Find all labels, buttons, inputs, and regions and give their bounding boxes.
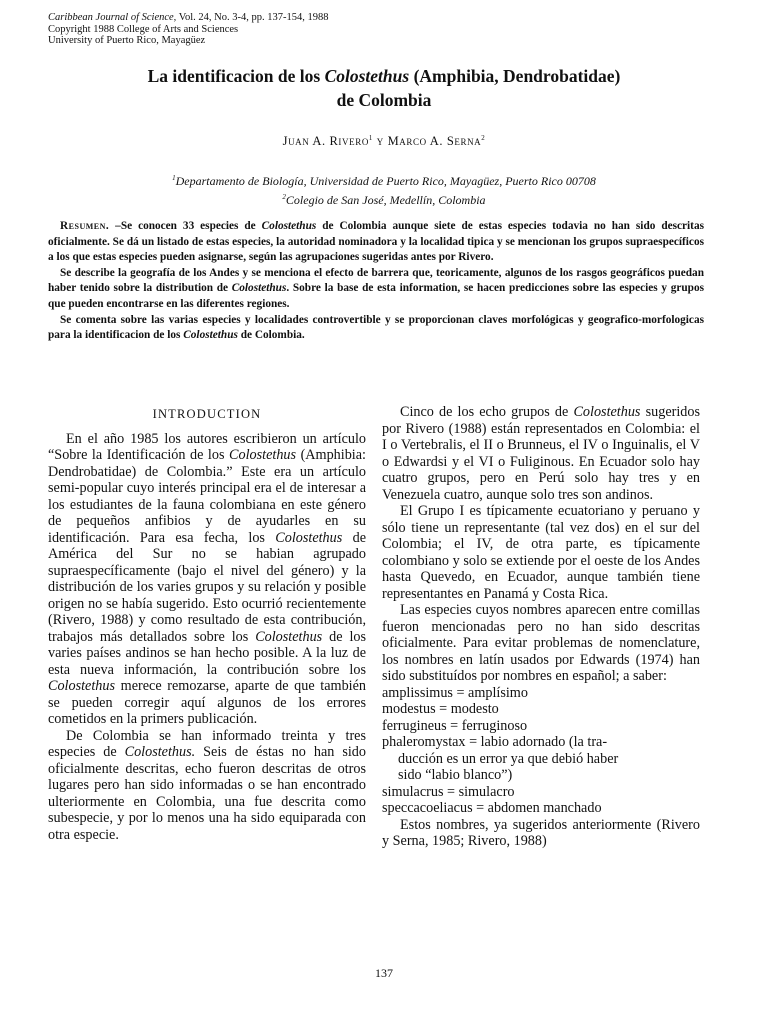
abstract bbox=[48, 219, 704, 344]
journal-header bbox=[48, 12, 328, 47]
list-item: amplissimus = amplísimo bbox=[382, 684, 528, 701]
paper-title: La identificacion de los Colostethus (Amphibia, Dendrobatidae) de Colombia bbox=[147, 66, 621, 110]
list-item: speccacoeliacus = abdomen manchado bbox=[382, 800, 602, 816]
body-paragraph: De Colombia se han informado treinta y tres especies de Colostethus. Seis de éstas no han sido oficialmente descritas, echo fueron descritas de otros lugares pero han sido informadas o se han encontrado ulteriormente en Colombia, una fue descrita como subespecie, y por lo menos una ha sido equiparada con otra especie. bbox=[48, 727, 366, 843]
page-number: 137 bbox=[375, 966, 393, 980]
list-item: modestus = modesto bbox=[382, 701, 499, 717]
list-item: phaleromystax = labio adornado (la tra- bbox=[382, 734, 608, 750]
right-column bbox=[382, 404, 700, 850]
body-paragraph: Estos nombres, ya sugeridos anteriormente (Rivero y Serna, 1985; Rivero, 1988) bbox=[382, 816, 700, 849]
body-paragraph: El Grupo I es típicamente ecuatoriano y peruano y sólo tiene un representante (tal vez dos) en el sur del Colombia; el IV, de otra parte, es típicamente colombiano y solo se extiende por el oeste de los Andes hasta Quevedo, en Ecuador, aunque también tiene representantes en Panamá y Costa Rica. bbox=[382, 503, 700, 602]
abstract-label: Resumen. bbox=[60, 220, 110, 232]
copyright-line: Copyright 1988 College of Arts and Sciences bbox=[48, 23, 239, 35]
abstract-paragraph: Se describe la geografía de los Andes y se menciona el efecto de barrera que, teoricamente, algunos de los rasgos geográficos puedan haber tenido sobre la distribution de Colostethus. Sobre la base de esta information, se hacen predicciones sobre las especies y grupos que pueden encontrarse en las diferentes regiones. bbox=[48, 266, 704, 310]
abstract-paragraph: Se comenta sobre las varias especies y localidades controvertible y se proporcionan claves morfológicas y geografico-morfologicas para la identificacion de los Colostethus de Colombia. bbox=[48, 313, 704, 342]
author-2: Marco A. Serna bbox=[387, 134, 482, 149]
affiliation-1: $^1$Departamento de Biología, Universidad de Puerto Rico, Mayagüez, Puerto Rico 00708 bbox=[172, 174, 596, 188]
author-list: Juan A. Rivero$^1$ y Marco A. Serna$^2$ bbox=[282, 134, 486, 149]
list-item-continuation: sido “labio blanco”) bbox=[398, 767, 513, 783]
left-column bbox=[48, 404, 366, 843]
body-paragraph: Las especies cuyos nombres aparecen entre comillas fueron mencionadas pero no han sido descritas oficialmente. Para evitar problemas de nomenclature, los nombres en latín usados por Edwards (1974) han sido substituídos por nombres en español; a saber: bbox=[382, 602, 700, 684]
abstract-paragraph: Resumen. –Se conocen 33 especies de Colostethus de Colombia aunque siete de estas especies todavia no han sido descritas oficialmente. Se dá un listado de estas especies, la autoridad nominadora y la localidad tipica y se mencionan los grupos supraespecíficos a los que estas especies pueden asignarse, según las agrupaciones sugeridas antes por Rivero. bbox=[48, 220, 704, 264]
university-line: University of Puerto Rico, Mayagüez bbox=[48, 35, 206, 46]
body-paragraph: Cinco de los echo grupos de Colostethus sugeridos por Rivero (1988) están representados en Colombia: el I o Vertebralis, el II o Brunneus, el IV o Inguinalis, el V o Edwardsi y el VI o Fuliginous. En Ecuador solo hay cuatro grupos, pero en Perú solo hay tres y en Venezuela cuatro, aunque solo tres son andinos. bbox=[382, 404, 700, 503]
affiliation-2: $^2$Colegio de San José, Medellín, Colombia bbox=[282, 193, 486, 207]
list-item: simulacrus = simulacro bbox=[382, 783, 515, 800]
journal-citation: Caribbean Journal of Science, Vol. 24, No. 3-4, pp. 137-154, 1988 bbox=[48, 12, 329, 23]
body-paragraph: En el año 1985 los autores escribieron un artículo “Sobre la Identificación de los Colostethus (Amphibia: Dendrobatidae) de Colombia.” Este era un artículo semi-popular cuyo interés principal era el de interesar a los estudiantes de la fauna colombiana en este género de pequeños anfibios y de ayudarles en su identificación. Para esa fecha, los Colostethus de América del Sur no se habian agrupado supraespecíficamente (bajo el nivel del género) y la distribución de los varies grupos y su relación y posible origen no se había sugerido. Esto ocurrió recientemente (Rivero, 1988) y como resultado de esta contribución, trabajos más detallados sobre los Colostethus de los varies países andinos se han hecho posible. A la luz de esta nueva información, la contribución sobre los Colostethus merece remozarse, aparte de que también se pueden corregir aquí algunos de los errores cometidos en la primers publicación. bbox=[48, 430, 366, 727]
section-heading-introduction: INTRODUCTION bbox=[152, 407, 262, 421]
name-equivalence-list bbox=[382, 685, 700, 817]
affiliations bbox=[0, 170, 768, 208]
list-item-continuation: ducción es un error ya que debió haber bbox=[398, 750, 619, 767]
list-item: ferrugineus = ferruginoso bbox=[382, 717, 528, 734]
author-1: Juan A. Rivero bbox=[282, 134, 369, 149]
